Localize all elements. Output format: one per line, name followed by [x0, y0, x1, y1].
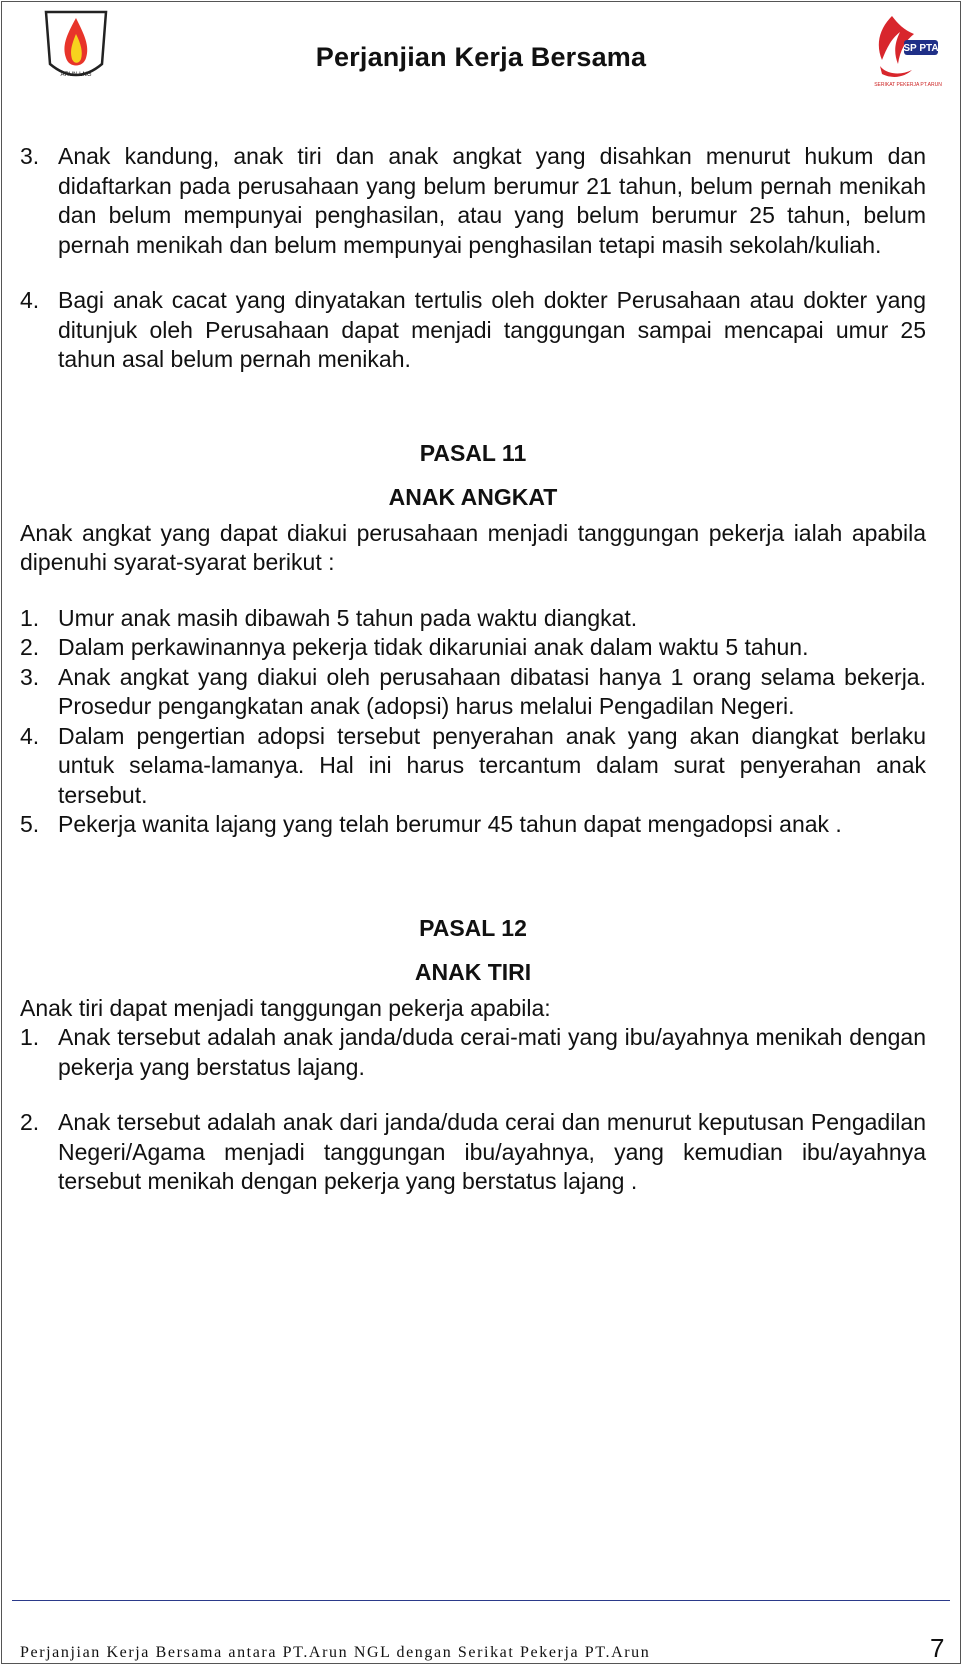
list-item-text: Anak kandung, anak tiri dan anak angkat yang disahkan menurut hukum dan didaftarkan pada perusahaan yang belum berumur 21 tahun, belum pernah menikah dan belum mempunyai penghasilan, atau yang belum berumur 25 tahun, belum pernah menikah dan belum mempunyai penghasilan tetapi masih sekolah/kuliah. — [58, 143, 926, 258]
sp-pta-logo-text: SP PTA — [903, 43, 939, 54]
list-item — [20, 286, 926, 375]
list-item-number: 1. — [20, 1024, 40, 1050]
document-header-title: Perjanjian Kerja Bersama — [315, 42, 647, 72]
footer-text: Perjanjian Kerja Bersama antara PT.Arun NGL dengan Serikat Pekerja PT.Arun — [20, 1644, 651, 1661]
pasal-11-title: ANAK ANGKAT — [388, 483, 558, 510]
list-item — [20, 663, 926, 722]
pasal-12-number: PASAL 12 — [419, 914, 527, 941]
footer-divider — [12, 1600, 950, 1601]
list-item-number: 1. — [20, 604, 40, 631]
document-page — [1, 1, 961, 1664]
pasal-12-title: ANAK TIRI — [414, 958, 532, 985]
list-item-text: Anak angkat yang diakui oleh perusahaan dibatasi hanya 1 orang selama bekerja. Prosedur pengangkatan anak (adopsi) harus melalui Pengadilan Negeri. — [58, 663, 926, 719]
list-item-number: 5. — [20, 811, 40, 837]
list-item — [20, 810, 926, 840]
pasal-12-intro: Anak tiri dapat menjadi tanggungan pekerja apabila: — [20, 994, 551, 1021]
list-item-text: Anak tersebut adalah anak janda/duda cerai-mati yang ibu/ayahnya menikah dengan pekerja yang berstatus lajang. — [58, 1024, 926, 1080]
list-item-text: Dalam pengertian adopsi tersebut penyerahan anak yang akan diangkat berlaku untuk selama-lamanya. Hal ini harus tercantum dalam surat penyerahan anak tersebut. — [58, 722, 926, 808]
list-item-text: Dalam perkawinannya pekerja tidak dikaruniai anak dalam waktu 5 tahun. — [58, 634, 809, 660]
pasal-11-intro: Anak angkat yang dapat diakui perusahaan menjadi tanggungan pekerja ialah apabila dipenuhi syarat-syarat berikut : — [20, 519, 926, 575]
list-item — [20, 604, 926, 634]
list-item — [20, 142, 926, 260]
list-item-number: 4. — [20, 722, 40, 749]
list-item-number: 4. — [20, 287, 40, 313]
list-item-number: 2. — [20, 634, 40, 660]
list-item — [20, 1023, 926, 1082]
arun-lng-logo-text: ARUN LNG — [60, 72, 92, 78]
list-item-text: Bagi anak cacat yang dinyatakan tertulis oleh dokter Perusahaan atau dokter yang ditunjuk oleh Perusahaan dapat menjadi tanggungan sampai mencapai umur 25 tahun asal belum pernah menikah. — [58, 287, 926, 372]
pasal-11-number: PASAL 11 — [419, 439, 527, 466]
list-item — [20, 633, 926, 663]
document-body — [20, 142, 926, 1197]
list-item — [20, 1108, 926, 1197]
sp-pta-logo — [870, 10, 942, 90]
sp-pta-logo-subtext: SERIKAT PEKERJA PT.ARUN — [874, 82, 942, 88]
list-item-number: 3. — [20, 663, 40, 690]
page-number: 7 — [930, 1633, 945, 1663]
list-item-number: 3. — [20, 143, 40, 169]
list-item-text: Pekerja wanita lajang yang telah berumur 45 tahun dapat mengadopsi anak . — [58, 811, 842, 837]
list-item-text: Anak tersebut adalah anak dari janda/duda cerai dan menurut keputusan Pengadilan Negeri/Agama menjadi tanggungan ibu/ayahnya, yang kemudian ibu/ayahnya tersebut menikah dengan pekerja yang berstatus lajang . — [58, 1109, 926, 1194]
list-item-number: 2. — [20, 1109, 40, 1135]
list-item — [20, 722, 926, 811]
list-item-text: Umur anak masih dibawah 5 tahun pada waktu diangkat. — [58, 604, 638, 631]
